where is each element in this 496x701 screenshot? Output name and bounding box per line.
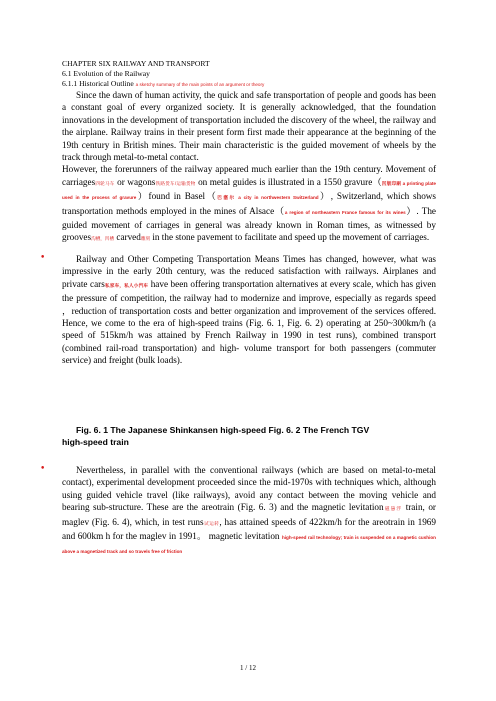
annotation: 私家车，私人小汽车 xyxy=(104,282,149,288)
annotation: 试运转 xyxy=(203,520,220,526)
annotation: a region of northeastern France famous for its wines xyxy=(284,209,406,215)
annotation: 磁悬浮 xyxy=(383,506,403,512)
paragraph-3: Railway and Other Competing Transportation Means Times has changed, however, what was impressive in the early 20th century, was the reduced satisfaction with railways. Airplanes and private cars私家车，私人小汽车 have been offering transportation alternatives at every scale, which has given the pressure of competition, the railway had to modernize and improve, especially as regards speed ，reduction of transportation costs and better organization and improvement of the services offered. Hence, we come to the era of high-speed trains (Fig. 6. 1, Fig. 6. 2) operating at 250~300km/h (a speed of 515km/h was attained by French Railway in 1990 in test runs), combined transport (combined rail-road transportation) and high- volume transport for both passengers (commuter service) and freight (bulk loads). xyxy=(62,254,436,366)
bullet-marker: • xyxy=(40,464,46,474)
paragraph-2: However, the forerunners of the railway appeared much earlier than the 19th century. Movement of carriages四轮马车 or wagons铁路货车/运输货物 on metal guides is illustrated in a 1550 gravure（凹版印刷 a printing plate used in the process of gravure）found in Basel（巴塞尔 a city in northwestern Switzerland）, Switzerland, which shows transportation methods employed in the mines of Alsace（a region of northeastern France famous for its wines）. The guided movement of carriages in general was already known in Roman times, as witnessed by grooves沟槽，凹槽 carved雕刻 in the stone pavement to facilitate and speed up the movement of carriages. xyxy=(62,164,437,243)
annotation: 凹版印刷 a printing plate used in the process of gravure xyxy=(62,180,436,201)
subsection-heading xyxy=(62,79,264,89)
page-number: 1 / 12 xyxy=(240,664,256,672)
annotation: 雕刻 xyxy=(140,236,151,242)
paragraph-4: Nevertheless, in parallel with the conventional railways (which are based on metal-to-metal contact), experimental development proceeded since the mid-1970s with techniques which, although using guided vehicle travel (like railways), avoid any contact between the moving vehicle and bearing sub-structure. These are the areotrain (Fig. 6. 3) and the magnetic levitation磁悬浮 train, or maglev (Fig. 6. 4), which, in test runs试运转, has attained speeds of 422km/h for the areotrain in 1969 and 600km h for the maglev in 1991。 magnetic levitation high-speed rail technology; train is suspended on a magnetic cushion above a magnetized track and so travels free of friction xyxy=(62,465,436,555)
annotation: 铁路货车/运输货物 xyxy=(155,180,196,186)
paragraph-1: Since the dawn of human activity, the quick and safe transportation of people and goods has been a constant goal of every organized society. It is generally acknowledged, that the foundation innovations in the development of transportation included the discovery of the wheel, the railway and the airplane. Railway trains in their present form first made their appearance at the beginning of the 19th century in British mines. Their main characteristic is the guided movement of wheels by the track through metal-to-metal contact. xyxy=(62,90,436,163)
main-text xyxy=(62,89,436,246)
figure-caption: Fig. 6. 1 The Japanese Shinkansen high-speed Fig. 6. 2 The French TGV high-speed train xyxy=(62,425,370,447)
chapter-title: CHAPTER SIX RAILWAY AND TRANSPORT xyxy=(62,59,210,68)
bullet-marker: • xyxy=(40,253,46,263)
annotation: 四轮马车 xyxy=(95,180,115,186)
annotation: 沟槽，凹槽 xyxy=(91,236,115,242)
section-title: 6.1 Evolution of the Railway xyxy=(62,69,150,78)
annotation: 巴塞尔 a city in northwestern Switzerland xyxy=(217,195,319,201)
subsection-title: 6.1.1 Historical Outline xyxy=(62,79,134,88)
subsection-note: a sketchy summary of the main points of an argument or theory xyxy=(135,82,265,87)
annotation: high-speed rail technology; train is suspended on a magnetic cushion above a magnetized track and so travels free of friction xyxy=(62,535,436,555)
